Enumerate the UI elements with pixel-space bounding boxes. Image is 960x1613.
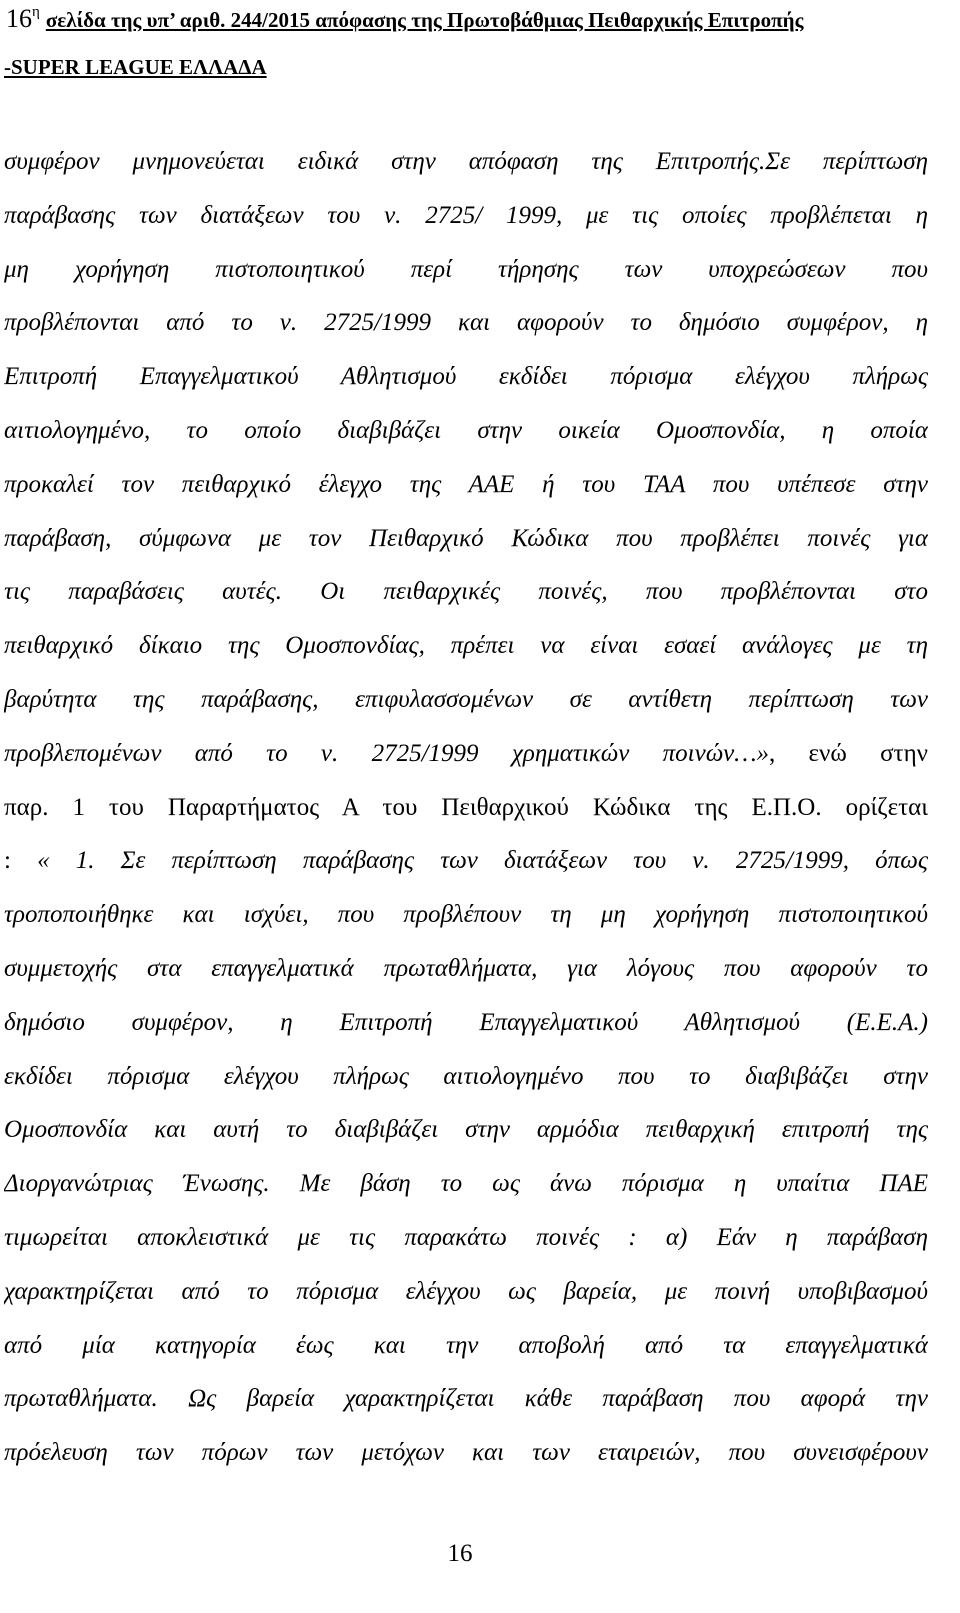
text-line: από μία κατηγορία έως και την αποβολή από τα επαγγελματικά — [4, 1331, 928, 1359]
header-line — [6, 4, 956, 35]
text-line: τροποποιήθηκε και ισχύει, που προβλέπουν τη μη χορήγηση πιστοποιητικού — [4, 901, 928, 929]
text-line: Διοργανώτριας Ένωσης. Με βάση το ως άνω πόρισμα η υπαίτια ΠΑΕ — [4, 1170, 928, 1198]
quote-start: « 1. Σε περίπτωση παράβασης των διατάξεων του ν. 2725/1999, όπως — [37, 847, 928, 875]
text-line: πειθαρχικό δίκαιο της Ομοσπονδίας, πρέπει να είναι εσαεί ανάλογες με τη — [4, 632, 928, 660]
text-line: Ομοσπονδία και αυτή το διαβιβάζει στην αρμόδια πειθαρχική επιτροπή της — [4, 1116, 928, 1144]
text-line — [4, 727, 928, 781]
header-page-superscript: η — [32, 4, 40, 20]
text-line: βαρύτητα της παράβασης, επιφυλασσομένων σε αντίθετη περίπτωση των — [4, 685, 928, 713]
header-title: σελίδα της υπ’ αριθ. 244/2015 απόφασης της Πρωτοβάθμιας Πειθαρχικής Επιτροπής — [45, 8, 804, 32]
header-subtitle: -SUPER LEAGUE ΕΛΛΑΔΑ — [4, 55, 267, 79]
quote-end: προβλεπομένων από το ν. 2725/1999 χρηματικών ποινών…» — [4, 739, 769, 767]
text-span: : — [4, 847, 38, 875]
text-line: συμμετοχής στα επαγγελματικά πρωταθλήματα, για λόγους που αφορούν το — [4, 954, 928, 982]
text-line: πρωταθλήματα. Ως βαρεία χαρακτηρίζεται κάθε παράβαση που αφορά την — [4, 1385, 928, 1413]
text-line: Επιτροπή Επαγγελματικού Αθλητισμού εκδίδει πόρισμα ελέγχου πλήρως — [4, 363, 928, 391]
body-text — [4, 135, 928, 1480]
text-line: συμφέρον μνημονεύεται ειδικά στην απόφαση της Επιτροπής.Σε περίπτωση — [4, 148, 928, 175]
text-line: εκδίδει πόρισμα ελέγχου πλήρως αιτιολογημένο που το διαβιβάζει στην — [4, 1062, 928, 1090]
header-page-number: 16 — [6, 4, 32, 33]
text-line: μη χορήγηση πιστοποιητικού περί τήρησης των υποχρεώσεων που — [4, 255, 928, 283]
text-line: τιμωρείται αποκλειστικά με τις παρακάτω ποινές : α) Εάν η παράβαση — [4, 1223, 928, 1251]
text-line: παράβασης των διατάξεων του ν. 2725/ 1999, με τις οποίες προβλέπεται η — [4, 201, 928, 229]
text-line: πρόελευση των πόρων των μετόχων και των εταιρειών, που συνεισφέρουν — [4, 1439, 928, 1467]
text-line: προβλέπονται από το ν. 2725/1999 και αφορούν το δημόσιο συμφέρον, η — [4, 309, 928, 337]
text-line: παρ. 1 του Παραρτήματος Α του Πειθαρχικού Κώδικα της Ε.Π.Ο. ορίζεται — [4, 793, 928, 821]
footer-page-number: 16 — [447, 1540, 473, 1567]
text-line: προκαλεί τον πειθαρχικό έλεγχο της ΑΑΕ ή του ΤΑΑ που υπέπεσε στην — [4, 470, 928, 498]
text-line: αιτιολογημένο, το οποίο διαβιβάζει στην οικεία Ομοσπονδία, η οποία — [4, 416, 928, 444]
page-header — [6, 4, 956, 81]
text-line: τις παραβάσεις αυτές. Οι πειθαρχικές ποινές, που προβλέπονται στο — [4, 578, 928, 606]
text-span: , ενώ στην — [768, 739, 928, 767]
text-line: παράβαση, σύμφωνα με τον Πειθαρχικό Κώδικα που προβλέπει ποινές για — [4, 524, 928, 552]
text-line: δημόσιο συμφέρον, η Επιτροπή Επαγγελματικού Αθλητισμού (Ε.Ε.Α.) — [4, 1008, 928, 1036]
text-line: χαρακτηρίζεται από το πόρισμα ελέγχου ως βαρεία, με ποινή υποβιβασμού — [4, 1277, 928, 1305]
text-line — [4, 834, 928, 888]
